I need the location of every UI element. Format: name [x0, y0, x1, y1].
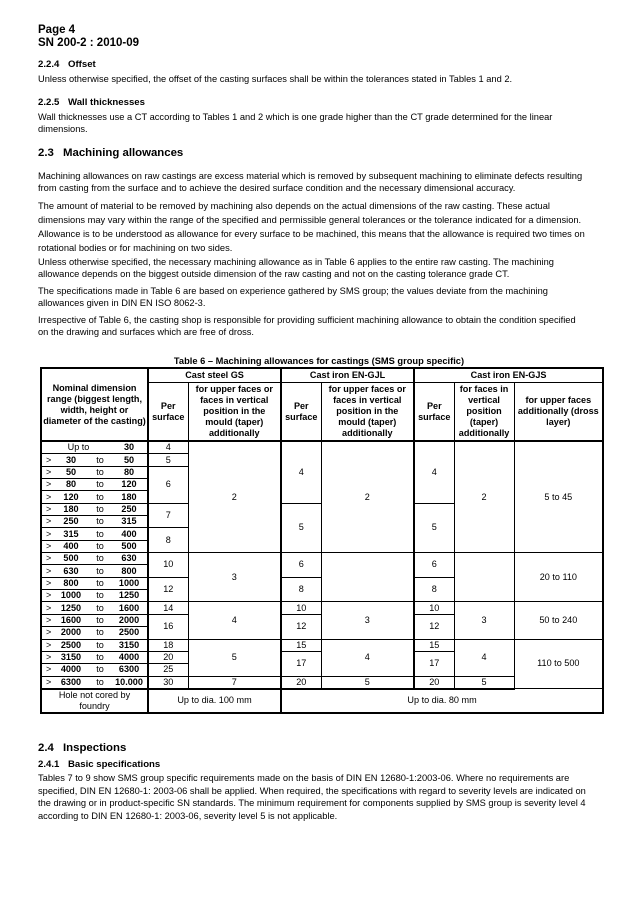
range-gt: > — [41, 491, 60, 503]
gjl-per-surface: 5 — [281, 503, 321, 552]
range-lo: 4000 — [60, 664, 85, 676]
range-hi: 400 — [115, 528, 148, 540]
heading-2-2-4: 2.2.4 Offset — [38, 59, 96, 70]
header-gjs-upper: for upper faces additionally (dross layer) — [514, 383, 603, 442]
gjs-vertical: 2 — [454, 441, 514, 553]
gjs-upper: 20 to 110 — [514, 553, 603, 602]
heading-2-4: 2.4 Inspections — [38, 742, 127, 754]
header-cast-steel-gs: Cast steel GS — [148, 368, 281, 383]
gjs-per-surface: 10 — [414, 602, 454, 614]
gs-per-surface: 5 — [148, 454, 188, 466]
range-hi: 80 — [115, 466, 148, 478]
range-gt: > — [41, 516, 60, 528]
gjl-vertical: 3 — [321, 602, 414, 639]
range-to: to — [85, 664, 115, 676]
range-hi: 2000 — [115, 614, 148, 626]
range-to: to — [85, 553, 115, 565]
gjl-per-surface: 20 — [281, 676, 321, 689]
range-to: to — [85, 614, 115, 626]
range-gt: > — [41, 565, 60, 577]
range-hi: 50 — [115, 454, 148, 466]
header-cast-iron-gjs: Cast iron EN-GJS — [414, 368, 603, 383]
range-to: to — [85, 491, 115, 503]
range-hi: 500 — [115, 540, 148, 552]
hole-cast-iron: Up to dia. 80 mm — [281, 689, 603, 713]
range-hi: 250 — [115, 503, 148, 515]
range-lo: 6300 — [60, 676, 85, 689]
range-gt: > — [41, 627, 60, 639]
range-up-to: Up to — [41, 441, 115, 454]
gs-vertical: 4 — [188, 602, 281, 639]
header-gjs-per-surface: Per surface — [414, 383, 454, 442]
hole-not-cored-label: Hole not cored by foundry — [41, 689, 148, 713]
range-hi: 2500 — [115, 627, 148, 639]
basic-specifications-text: Tables 7 to 9 show SMS group specific requirements made on the basis of DIN EN 12680-1:2003-06. Where no requirements are specified, DIN EN 12680-1: 2003-06 shall be applied. When required, the specifications with regard to severity levels are indicated on the drawing or in product-specific SN standards. The minimum requirement for components supplied by SMS group is severity level 4 according to DIN EN 12680-1: 2003-06, severity level 5 is not applicable. — [38, 773, 586, 821]
gjs-upper: 50 to 240 — [514, 602, 603, 639]
offset-text: Unless otherwise specified, the offset of the casting surfaces shall be within the tolerances stated in Tables 1 and 2. — [38, 74, 513, 84]
range-gt: > — [41, 528, 60, 540]
range-to: to — [85, 639, 115, 651]
range-gt: > — [41, 590, 60, 602]
range-to: to — [85, 565, 115, 577]
range-hi: 10.000 — [115, 676, 148, 689]
range-to: to — [85, 651, 115, 663]
gjs-per-surface: 17 — [414, 651, 454, 676]
range-to: to — [85, 590, 115, 602]
gs-vertical: 5 — [188, 639, 281, 676]
range-lo: 2000 — [60, 627, 85, 639]
header-cast-iron-gjl: Cast iron EN-GJL — [281, 368, 414, 383]
machining-para-2: The amount of material to be removed by machining also depends on the actual dimensions of the raw casting. These actual dimensions may vary within the range of the specified and permissible general tolerances or the tolerance indicated for a dimension. Allowance is to be understood as allowance for every surface to be machined, this means that the allowance is required two times on rotational bodies or for machining on two sides. — [38, 201, 585, 253]
machining-para-4: The specifications made in Table 6 are based on experience gathered by SMS group; the values deviate from the machining allowances given in DIN EN ISO 8062-3. — [38, 286, 548, 309]
range-lo: 2500 — [60, 639, 85, 651]
gjl-per-surface: 4 — [281, 441, 321, 503]
range-to: to — [85, 466, 115, 478]
range-to: to — [85, 528, 115, 540]
range-hi: 4000 — [115, 651, 148, 663]
gs-per-surface: 14 — [148, 602, 188, 614]
gjl-per-surface: 6 — [281, 553, 321, 578]
gjs-upper: 5 to 45 — [514, 441, 603, 553]
gs-vertical: 7 — [188, 676, 281, 689]
gjs-vertical: 4 — [454, 639, 514, 676]
range-hi: 800 — [115, 565, 148, 577]
range-to: to — [85, 676, 115, 689]
range-gt: > — [41, 664, 60, 676]
range-lo: 50 — [60, 466, 85, 478]
gjl-per-surface: 12 — [281, 614, 321, 639]
machining-para-3: Unless otherwise specified, the necessary machining allowance as in Table 6 applies to the entire raw casting. The machining allowance depends on the biggest outside dimension of the raw casting and not on the casting tolerance grade CT. — [38, 257, 554, 280]
gs-per-surface: 8 — [148, 528, 188, 553]
range-gt: > — [41, 466, 60, 478]
range-lo: 1600 — [60, 614, 85, 626]
range-gt: > — [41, 553, 60, 565]
range-to: to — [85, 540, 115, 552]
machining-para-5: Irrespective of Table 6, the casting shop is responsible for providing sufficient machining allowance to obtain the condition specified on the drawing and surfaces which are free of dross. — [38, 315, 576, 338]
header-nominal-range: Nominal dimension range (biggest length, width, height or diameter of the casting) — [41, 368, 148, 441]
range-lo: 630 — [60, 565, 85, 577]
page-number: Page 4 — [38, 24, 76, 36]
gjs-per-surface: 4 — [414, 441, 454, 503]
gs-per-surface: 20 — [148, 651, 188, 663]
gjs-upper: 110 to 500 — [514, 639, 603, 689]
range-lo: 1250 — [60, 602, 85, 614]
gs-per-surface: 12 — [148, 577, 188, 602]
range-hi: 630 — [115, 553, 148, 565]
range-hi: 1250 — [115, 590, 148, 602]
range-gt: > — [41, 479, 60, 491]
range-lo: 315 — [60, 528, 85, 540]
range-hi: 315 — [115, 516, 148, 528]
range-lo: 120 — [60, 491, 85, 503]
header-gs-upper-vertical: for upper faces or faces in vertical position in the mould (taper) additionally — [188, 383, 281, 442]
heading-2-4-1: 2.4.1 Basic specifications — [38, 759, 161, 770]
machining-para-1: Machining allowances on raw castings are excess material which is removed by subsequent machining to eliminate defects resulting from casting from the surface and to achieve the desired surface condition and the necessary dimensional accuracy. — [38, 171, 583, 194]
range-gt: > — [41, 639, 60, 651]
gjl-per-surface: 10 — [281, 602, 321, 614]
range-hi: 1000 — [115, 577, 148, 589]
gjl-vertical: 2 — [321, 441, 414, 553]
gjs-per-surface: 8 — [414, 577, 454, 602]
range-to: to — [85, 503, 115, 515]
range-lo: 800 — [60, 577, 85, 589]
range-lo: 500 — [60, 553, 85, 565]
gjs-per-surface: 12 — [414, 614, 454, 639]
range-hi: 120 — [115, 479, 148, 491]
range-hi: 1600 — [115, 602, 148, 614]
gjs-vertical-empty — [454, 553, 514, 602]
range-gt: > — [41, 577, 60, 589]
gjl-vertical-empty — [321, 553, 414, 602]
gjl-vertical: 5 — [321, 676, 414, 689]
range-hi: 180 — [115, 491, 148, 503]
range-to: to — [85, 479, 115, 491]
heading-2-3: 2.3 Machining allowances — [38, 147, 184, 159]
range-hi: 6300 — [115, 664, 148, 676]
header-gs-per-surface: Per surface — [148, 383, 188, 442]
range-gt: > — [41, 540, 60, 552]
gjs-per-surface: 5 — [414, 503, 454, 552]
range-gt: > — [41, 614, 60, 626]
gs-vertical: 2 — [188, 441, 281, 553]
hole-cast-steel: Up to dia. 100 mm — [148, 689, 281, 713]
range-to: to — [85, 516, 115, 528]
gs-per-surface: 18 — [148, 639, 188, 651]
gjl-per-surface: 8 — [281, 577, 321, 602]
gjl-per-surface: 15 — [281, 639, 321, 651]
gjs-per-surface: 15 — [414, 639, 454, 651]
range-gt: > — [41, 651, 60, 663]
page-header — [38, 24, 139, 50]
gs-per-surface: 6 — [148, 466, 188, 503]
range-lo: 80 — [60, 479, 85, 491]
gs-per-surface: 4 — [148, 441, 188, 454]
gjs-vertical: 3 — [454, 602, 514, 639]
gs-per-surface: 10 — [148, 553, 188, 578]
header-gjs-vertical: for faces in vertical position (taper) additionally — [454, 383, 514, 442]
table-6-caption: Table 6 – Machining allowances for castings (SMS group specific) — [173, 356, 465, 366]
heading-2-2-5: 2.2.5 Wall thicknesses — [38, 97, 145, 108]
range-hi: 30 — [115, 441, 148, 454]
wall-thickness-text: Wall thicknesses use a CT according to Tables 1 and 2 which is one grade higher than the CT grade determined for the linear dimensions. — [38, 112, 553, 135]
gs-per-surface: 16 — [148, 614, 188, 639]
gjl-per-surface: 17 — [281, 651, 321, 676]
machining-allowance-table — [40, 367, 604, 714]
range-gt: > — [41, 454, 60, 466]
gs-per-surface: 30 — [148, 676, 188, 689]
range-to: to — [85, 454, 115, 466]
range-to: to — [85, 627, 115, 639]
range-hi: 3150 — [115, 639, 148, 651]
document-id: SN 200-2 : 2010-09 — [38, 37, 140, 49]
range-lo: 400 — [60, 540, 85, 552]
gjs-vertical: 5 — [454, 676, 514, 689]
range-lo: 250 — [60, 516, 85, 528]
range-gt: > — [41, 602, 60, 614]
range-to: to — [85, 602, 115, 614]
range-lo: 1000 — [60, 590, 85, 602]
range-gt: > — [41, 676, 60, 689]
gjs-per-surface: 20 — [414, 676, 454, 689]
range-lo: 3150 — [60, 651, 85, 663]
gjs-per-surface: 6 — [414, 553, 454, 578]
gs-per-surface: 25 — [148, 664, 188, 676]
header-gjl-per-surface: Per surface — [281, 383, 321, 442]
range-to: to — [85, 577, 115, 589]
range-gt: > — [41, 503, 60, 515]
header-gjl-upper-vertical: for upper faces or faces in vertical position in the mould (taper) additionally — [321, 383, 414, 442]
gs-vertical: 3 — [188, 553, 281, 602]
gs-per-surface: 7 — [148, 503, 188, 528]
gjl-vertical: 4 — [321, 639, 414, 676]
range-lo: 180 — [60, 503, 85, 515]
range-lo: 30 — [60, 454, 85, 466]
